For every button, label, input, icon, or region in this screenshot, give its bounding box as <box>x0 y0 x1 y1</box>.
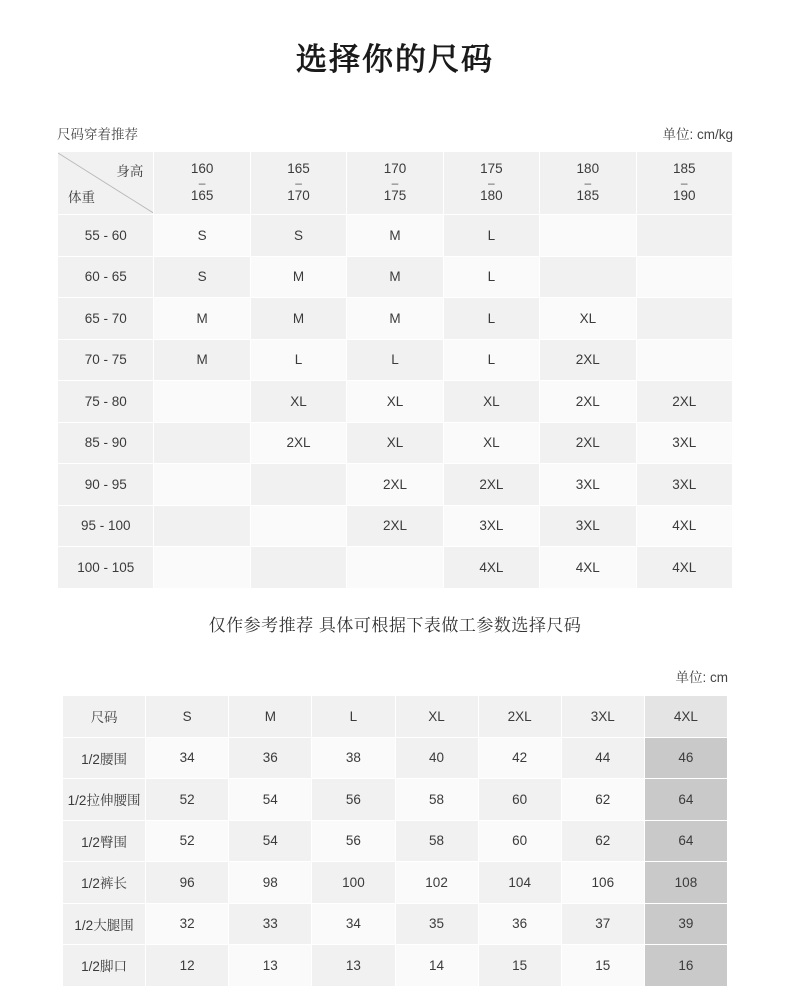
measurement-value-1-2: 56 <box>312 779 395 821</box>
section2-caption-row <box>0 666 790 686</box>
measurement-value-1-6: 64 <box>644 779 727 821</box>
height-header-1 <box>250 152 346 215</box>
table-row <box>58 505 733 547</box>
height-to-0: 165 <box>190 188 214 204</box>
axis-label-height: 身高 <box>116 164 144 179</box>
size-cell-3-5 <box>636 339 732 381</box>
size-cell-3-0: M <box>154 339 250 381</box>
measurement-value-0-5: 44 <box>561 737 644 779</box>
height-dash-3: – <box>488 175 495 190</box>
height-header-3 <box>443 152 539 215</box>
height-dash-5: – <box>680 175 688 190</box>
size-cell-1-4 <box>540 256 636 298</box>
measurement-value-1-1: 54 <box>229 779 312 821</box>
measurement-value-0-3: 40 <box>395 737 478 779</box>
measurements-tbody <box>63 737 728 986</box>
size-cell-2-1: M <box>250 298 346 340</box>
size-cell-4-0 <box>154 381 250 423</box>
reference-note: 仅作参考推荐 具体可根据下表做工参数选择尺码 <box>208 615 582 635</box>
measurement-value-5-6: 16 <box>644 945 727 987</box>
measurement-value-5-3: 14 <box>395 945 478 987</box>
measurement-header-6: 3XL <box>561 695 644 737</box>
table-row <box>58 339 733 381</box>
weight-range-1: 60 - 65 <box>58 256 154 298</box>
size-cell-6-5: 3XL <box>636 464 732 506</box>
height-header-0 <box>154 152 250 215</box>
height-from-2: 170 <box>383 160 407 176</box>
measurement-value-1-5: 62 <box>561 779 644 821</box>
size-cell-2-2: M <box>347 298 443 340</box>
height-from-5: 185 <box>673 160 696 176</box>
size-cell-6-4: 3XL <box>540 464 636 506</box>
weight-range-5: 85 - 90 <box>58 422 154 464</box>
measurement-value-4-2: 34 <box>312 903 395 945</box>
size-cell-5-5: 3XL <box>636 422 732 464</box>
measurement-value-2-5: 62 <box>561 820 644 862</box>
size-cell-8-1 <box>250 547 346 589</box>
measurement-label-4: 1/2大腿围 <box>63 903 146 945</box>
measurement-value-3-6: 108 <box>644 862 727 904</box>
measurement-value-4-6: 39 <box>644 903 727 945</box>
measurement-value-5-0: 12 <box>146 945 229 987</box>
section1-caption-left: 尺码穿着推荐 <box>57 127 138 142</box>
size-cell-7-3: 3XL <box>443 505 539 547</box>
measurement-value-5-4: 15 <box>478 945 561 987</box>
size-cell-7-2: 2XL <box>347 505 443 547</box>
size-cell-8-4: 4XL <box>540 547 636 589</box>
height-header-5 <box>636 152 732 215</box>
size-cell-1-3: L <box>443 256 539 298</box>
height-dash-1: – <box>295 175 302 190</box>
size-cell-4-3: XL <box>443 381 539 423</box>
measurement-value-3-3: 102 <box>395 862 478 904</box>
measurement-value-2-1: 54 <box>229 820 312 862</box>
table-row <box>63 903 728 945</box>
height-to-5: 190 <box>673 188 696 204</box>
table-row <box>58 464 733 506</box>
size-cell-0-1: S <box>250 215 346 257</box>
measurement-header-5: 2XL <box>478 695 561 737</box>
size-cell-2-4: XL <box>540 298 636 340</box>
measurement-value-3-0: 96 <box>146 862 229 904</box>
measurement-value-3-1: 98 <box>229 862 312 904</box>
size-cell-4-1: XL <box>250 381 346 423</box>
size-cell-1-2: M <box>347 256 443 298</box>
measurement-value-0-0: 34 <box>146 737 229 779</box>
measurement-header-2: M <box>229 695 312 737</box>
measurement-value-0-4: 42 <box>478 737 561 779</box>
measurement-value-5-1: 13 <box>229 945 312 987</box>
measurements-table <box>62 695 728 987</box>
height-header-2 <box>347 152 443 215</box>
height-to-1: 170 <box>287 188 310 204</box>
measurement-value-1-3: 58 <box>395 779 478 821</box>
size-cell-7-0 <box>154 505 250 547</box>
measurement-value-4-3: 35 <box>395 903 478 945</box>
size-cell-6-0 <box>154 464 250 506</box>
size-cell-7-1 <box>250 505 346 547</box>
height-dash-0: – <box>198 175 206 190</box>
weight-range-7: 95 - 100 <box>58 505 154 547</box>
height-from-4: 180 <box>576 160 600 176</box>
measurement-label-5: 1/2脚口 <box>63 945 146 987</box>
weight-range-6: 90 - 95 <box>58 464 154 506</box>
table-row <box>58 298 733 340</box>
size-cell-4-4: 2XL <box>540 381 636 423</box>
measurement-label-2: 1/2臀围 <box>63 820 146 862</box>
height-from-3: 175 <box>480 160 503 176</box>
size-cell-2-0: M <box>154 298 250 340</box>
height-to-4: 185 <box>576 188 600 204</box>
measurement-value-4-1: 33 <box>229 903 312 945</box>
size-cell-0-0: S <box>154 215 250 257</box>
size-cell-5-3: XL <box>443 422 539 464</box>
measurement-value-3-2: 100 <box>312 862 395 904</box>
table-row <box>63 737 728 779</box>
size-cell-5-2: XL <box>347 422 443 464</box>
size-cell-3-1: L <box>250 339 346 381</box>
measurement-value-3-5: 106 <box>561 862 644 904</box>
measurement-value-5-5: 15 <box>561 945 644 987</box>
measurement-value-5-2: 13 <box>312 945 395 987</box>
table-row <box>58 547 733 589</box>
weight-range-2: 65 - 70 <box>58 298 154 340</box>
measurement-value-0-6: 46 <box>644 737 727 779</box>
table-row <box>58 381 733 423</box>
measurement-value-4-4: 36 <box>478 903 561 945</box>
size-cell-0-5 <box>636 215 732 257</box>
size-cell-8-5: 4XL <box>636 547 732 589</box>
section2-unit-label: 单位: cm <box>675 669 728 685</box>
table-row <box>63 945 728 987</box>
measurement-value-4-5: 37 <box>561 903 644 945</box>
size-cell-0-3: L <box>443 215 539 257</box>
size-cell-1-1: M <box>250 256 346 298</box>
table-row <box>63 779 728 821</box>
table-header-row <box>58 152 733 215</box>
size-cell-1-0: S <box>154 256 250 298</box>
size-cell-5-4: 2XL <box>540 422 636 464</box>
size-cell-8-0 <box>154 547 250 589</box>
size-cell-5-1: 2XL <box>250 422 346 464</box>
height-header-4 <box>540 152 636 215</box>
size-cell-3-3: L <box>443 339 539 381</box>
measurement-header-3: L <box>312 695 395 737</box>
measurements-thead <box>63 695 728 737</box>
measurement-value-3-4: 104 <box>478 862 561 904</box>
measurement-value-0-1: 36 <box>229 737 312 779</box>
measurement-value-2-2: 56 <box>312 820 395 862</box>
size-cell-0-2: M <box>347 215 443 257</box>
size-cell-6-3: 2XL <box>443 464 539 506</box>
size-cell-3-4: 2XL <box>540 339 636 381</box>
table-row <box>58 215 733 257</box>
weight-range-0: 55 - 60 <box>58 215 154 257</box>
height-from-1: 165 <box>287 160 310 176</box>
measurement-header-7: 4XL <box>644 695 727 737</box>
axis-label-weight: 体重 <box>68 190 95 205</box>
size-recommendation-table <box>57 151 733 589</box>
measurement-value-2-4: 60 <box>478 820 561 862</box>
size-cell-0-4 <box>540 215 636 257</box>
size-cell-8-2 <box>347 547 443 589</box>
measurement-value-1-4: 60 <box>478 779 561 821</box>
measurement-label-3: 1/2裤长 <box>63 862 146 904</box>
height-from-0: 160 <box>190 160 214 176</box>
size-cell-2-5 <box>636 298 732 340</box>
size-cell-7-5: 4XL <box>636 505 732 547</box>
size-cell-6-2: 2XL <box>347 464 443 506</box>
size-cell-6-1 <box>250 464 346 506</box>
size-cell-5-0 <box>154 422 250 464</box>
table-row <box>58 256 733 298</box>
measurements-table-wrap <box>62 695 728 987</box>
measurement-header-0: 尺码 <box>63 695 146 737</box>
size-cell-4-2: XL <box>347 381 443 423</box>
weight-range-3: 70 - 75 <box>58 339 154 381</box>
section1-caption-row <box>0 123 790 143</box>
section1-unit-label: 单位: cm/kg <box>662 127 733 142</box>
measurement-value-0-2: 38 <box>312 737 395 779</box>
height-to-3: 180 <box>480 188 503 204</box>
measurement-value-2-0: 52 <box>146 820 229 862</box>
size-cell-8-3: 4XL <box>443 547 539 589</box>
measurement-header-1: S <box>146 695 229 737</box>
table-row <box>63 820 728 862</box>
measurement-value-1-0: 52 <box>146 779 229 821</box>
size-cell-7-4: 3XL <box>540 505 636 547</box>
size-cell-2-3: L <box>443 298 539 340</box>
height-to-2: 175 <box>383 188 407 204</box>
measurement-label-1: 1/2拉伸腰围 <box>63 779 146 821</box>
weight-range-4: 75 - 80 <box>58 381 154 423</box>
table-row <box>58 422 733 464</box>
measurement-value-4-0: 32 <box>146 903 229 945</box>
size-cell-1-5 <box>636 256 732 298</box>
page-title: 选择你的尺码 <box>296 42 494 77</box>
weight-range-8: 100 - 105 <box>58 547 154 589</box>
measurement-header-4: XL <box>395 695 478 737</box>
height-dash-2: – <box>391 175 399 190</box>
size-recommendation-table-wrap <box>57 151 733 589</box>
size-recommendation-thead <box>58 152 733 215</box>
table-header-row <box>63 695 728 737</box>
table-row <box>63 862 728 904</box>
measurement-value-2-6: 64 <box>644 820 727 862</box>
height-dash-4: – <box>584 175 592 190</box>
measurement-label-0: 1/2腰围 <box>63 737 146 779</box>
size-cell-3-2: L <box>347 339 443 381</box>
size-cell-4-5: 2XL <box>636 381 732 423</box>
size-recommendation-tbody <box>58 215 733 589</box>
measurement-value-2-3: 58 <box>395 820 478 862</box>
axis-corner-cell <box>58 152 154 215</box>
